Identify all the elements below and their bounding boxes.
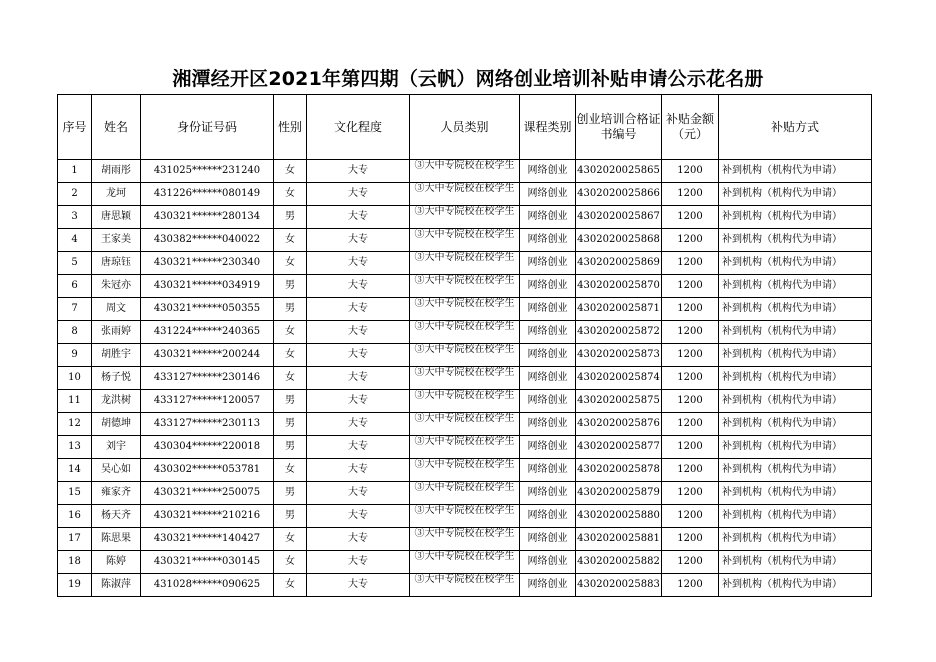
cell-id: 430302******053781 [141,459,274,482]
cell-id: 431226******080149 [141,183,274,206]
cell-gender: 男 [274,505,307,528]
cell-education: 大专 [307,344,410,367]
cell-method: 补到机构（机构代为申请） [719,252,872,275]
cell-cert: 4302020025869 [576,252,662,275]
cell-education: 大专 [307,321,410,344]
cell-name: 胡雨彤 [92,160,141,183]
cell-gender: 女 [274,367,307,390]
cell-education: 大专 [307,229,410,252]
table-row [58,436,872,459]
cell-gender: 男 [274,298,307,321]
cell-id: 430321******230340 [141,252,274,275]
cell-gender: 女 [274,344,307,367]
roster-table [57,94,872,597]
cell-cert: 4302020025865 [576,160,662,183]
table-row [58,160,872,183]
cell-course: 网络创业 [520,275,576,298]
cell-name: 周文 [92,298,141,321]
cell-name: 胡德坤 [92,413,141,436]
document-title: 湘潭经开区2021年第四期（云帆）网络创业培训补贴申请公示花名册 [172,68,764,90]
cell-amount: 1200 [662,160,719,183]
cell-id: 433127******230113 [141,413,274,436]
cell-cert: 4302020025876 [576,413,662,436]
cell-seq: 9 [58,344,92,367]
cell-amount: 1200 [662,459,719,482]
cell-education: 大专 [307,505,410,528]
cell-id: 433127******120057 [141,390,274,413]
cell-gender: 女 [274,551,307,574]
cell-method: 补到机构（机构代为申请） [719,367,872,390]
cell-cert: 4302020025880 [576,505,662,528]
cell-course: 网络创业 [520,183,576,206]
cell-gender: 女 [274,574,307,597]
cell-course: 网络创业 [520,390,576,413]
table-row [58,528,872,551]
cell-seq: 5 [58,252,92,275]
cell-amount: 1200 [662,206,719,229]
cell-amount: 1200 [662,436,719,459]
cell-method: 补到机构（机构代为申请） [719,505,872,528]
cell-name: 陈淑萍 [92,574,141,597]
cell-amount: 1200 [662,390,719,413]
cell-amount: 1200 [662,574,719,597]
cell-name: 唐思颖 [92,206,141,229]
cell-seq: 15 [58,482,92,505]
cell-course: 网络创业 [520,459,576,482]
cell-seq: 16 [58,505,92,528]
cell-education: 大专 [307,298,410,321]
cell-method: 补到机构（机构代为申请） [719,344,872,367]
cell-education: 大专 [307,160,410,183]
cell-course: 网络创业 [520,436,576,459]
cell-amount: 1200 [662,367,719,390]
cell-person-type: ③大中专院校在校学生 [410,183,520,206]
cell-method: 补到机构（机构代为申请） [719,436,872,459]
cell-cert: 4302020025867 [576,206,662,229]
cell-cert: 4302020025877 [576,436,662,459]
cell-id: 430321******050355 [141,298,274,321]
cell-education: 大专 [307,252,410,275]
cell-gender: 男 [274,413,307,436]
cell-course: 网络创业 [520,528,576,551]
cell-name: 唐琼钰 [92,252,141,275]
cell-method: 补到机构（机构代为申请） [719,390,872,413]
cell-cert: 4302020025872 [576,321,662,344]
cell-id: 430321******030145 [141,551,274,574]
cell-method: 补到机构（机构代为申请） [719,160,872,183]
cell-method: 补到机构（机构代为申请） [719,275,872,298]
cell-cert: 4302020025882 [576,551,662,574]
cell-course: 网络创业 [520,505,576,528]
cell-id: 430321******250075 [141,482,274,505]
cell-person-type: ③大中专院校在校学生 [410,436,520,459]
cell-seq: 11 [58,390,92,413]
cell-course: 网络创业 [520,229,576,252]
cell-name: 张雨婷 [92,321,141,344]
cell-course: 网络创业 [520,551,576,574]
cell-id: 430321******140427 [141,528,274,551]
cell-amount: 1200 [662,252,719,275]
cell-person-type: ③大中专院校在校学生 [410,298,520,321]
cell-education: 大专 [307,183,410,206]
cell-amount: 1200 [662,298,719,321]
cell-name: 陈婷 [92,551,141,574]
cell-seq: 3 [58,206,92,229]
cell-gender: 女 [274,321,307,344]
cell-course: 网络创业 [520,574,576,597]
cell-person-type: ③大中专院校在校学生 [410,344,520,367]
cell-person-type: ③大中专院校在校学生 [410,528,520,551]
cell-person-type: ③大中专院校在校学生 [410,229,520,252]
cell-education: 大专 [307,436,410,459]
cell-amount: 1200 [662,229,719,252]
cell-id: 431224******240365 [141,321,274,344]
cell-person-type: ③大中专院校在校学生 [410,459,520,482]
cell-method: 补到机构（机构代为申请） [719,206,872,229]
cell-education: 大专 [307,551,410,574]
cell-amount: 1200 [662,528,719,551]
cell-method: 补到机构（机构代为申请） [719,528,872,551]
cell-seq: 10 [58,367,92,390]
cell-name: 朱冠亦 [92,275,141,298]
cell-id: 431028******090625 [141,574,274,597]
table-row [58,482,872,505]
cell-name: 陈思果 [92,528,141,551]
table-row [58,206,872,229]
cell-education: 大专 [307,482,410,505]
cell-seq: 6 [58,275,92,298]
cell-person-type: ③大中专院校在校学生 [410,574,520,597]
cell-course: 网络创业 [520,252,576,275]
cell-method: 补到机构（机构代为申请） [719,229,872,252]
cell-seq: 14 [58,459,92,482]
cell-person-type: ③大中专院校在校学生 [410,321,520,344]
table-row [58,459,872,482]
cell-cert: 4302020025871 [576,298,662,321]
cell-amount: 1200 [662,344,719,367]
header-amount: 补贴金额（元） [662,95,719,160]
cell-name: 杨天齐 [92,505,141,528]
cell-amount: 1200 [662,183,719,206]
cell-id: 430321******200244 [141,344,274,367]
table-row [58,390,872,413]
table-row [58,298,872,321]
header-course: 课程类别 [520,95,576,160]
cell-course: 网络创业 [520,206,576,229]
cell-education: 大专 [307,459,410,482]
cell-seq: 7 [58,298,92,321]
table-row [58,183,872,206]
table-row [58,252,872,275]
cell-method: 补到机构（机构代为申请） [719,413,872,436]
table-row [58,505,872,528]
header-gender: 性别 [274,95,307,160]
cell-gender: 女 [274,252,307,275]
cell-cert: 4302020025875 [576,390,662,413]
cell-seq: 18 [58,551,92,574]
cell-seq: 17 [58,528,92,551]
cell-gender: 男 [274,390,307,413]
cell-person-type: ③大中专院校在校学生 [410,367,520,390]
cell-gender: 女 [274,459,307,482]
header-cert: 创业培训合格证书编号 [576,95,662,160]
cell-cert: 4302020025874 [576,367,662,390]
cell-cert: 4302020025868 [576,229,662,252]
cell-gender: 女 [274,229,307,252]
cell-person-type: ③大中专院校在校学生 [410,275,520,298]
table-row [58,321,872,344]
header-name: 姓名 [92,95,141,160]
cell-name: 杨子悦 [92,367,141,390]
cell-seq: 2 [58,183,92,206]
cell-education: 大专 [307,367,410,390]
cell-education: 大专 [307,275,410,298]
cell-gender: 女 [274,160,307,183]
cell-amount: 1200 [662,413,719,436]
cell-course: 网络创业 [520,321,576,344]
cell-name: 雍家齐 [92,482,141,505]
cell-seq: 12 [58,413,92,436]
cell-gender: 女 [274,528,307,551]
cell-course: 网络创业 [520,413,576,436]
table-row [58,574,872,597]
cell-method: 补到机构（机构代为申请） [719,459,872,482]
cell-id: 430321******034919 [141,275,274,298]
cell-person-type: ③大中专院校在校学生 [410,482,520,505]
cell-method: 补到机构（机构代为申请） [719,321,872,344]
cell-amount: 1200 [662,321,719,344]
cell-amount: 1200 [662,482,719,505]
cell-seq: 13 [58,436,92,459]
cell-education: 大专 [307,206,410,229]
cell-id: 430382******040022 [141,229,274,252]
cell-amount: 1200 [662,551,719,574]
cell-gender: 男 [274,206,307,229]
cell-education: 大专 [307,574,410,597]
header-education: 文化程度 [307,95,410,160]
table-row [58,413,872,436]
cell-id: 433127******230146 [141,367,274,390]
cell-person-type: ③大中专院校在校学生 [410,390,520,413]
cell-seq: 8 [58,321,92,344]
cell-method: 补到机构（机构代为申请） [719,298,872,321]
cell-person-type: ③大中专院校在校学生 [410,206,520,229]
cell-person-type: ③大中专院校在校学生 [410,160,520,183]
cell-cert: 4302020025881 [576,528,662,551]
cell-name: 吴心如 [92,459,141,482]
cell-course: 网络创业 [520,344,576,367]
cell-course: 网络创业 [520,160,576,183]
cell-amount: 1200 [662,275,719,298]
cell-education: 大专 [307,413,410,436]
header-row [58,95,872,160]
table-row [58,275,872,298]
cell-gender: 男 [274,275,307,298]
cell-person-type: ③大中专院校在校学生 [410,505,520,528]
cell-cert: 4302020025866 [576,183,662,206]
cell-seq: 4 [58,229,92,252]
cell-course: 网络创业 [520,482,576,505]
cell-amount: 1200 [662,505,719,528]
cell-course: 网络创业 [520,367,576,390]
cell-method: 补到机构（机构代为申请） [719,574,872,597]
cell-name: 龙坷 [92,183,141,206]
cell-course: 网络创业 [520,298,576,321]
cell-person-type: ③大中专院校在校学生 [410,252,520,275]
cell-gender: 男 [274,482,307,505]
cell-cert: 4302020025883 [576,574,662,597]
cell-id: 430321******210216 [141,505,274,528]
cell-method: 补到机构（机构代为申请） [719,183,872,206]
cell-cert: 4302020025878 [576,459,662,482]
cell-education: 大专 [307,390,410,413]
cell-seq: 19 [58,574,92,597]
cell-name: 刘宇 [92,436,141,459]
cell-person-type: ③大中专院校在校学生 [410,413,520,436]
cell-gender: 男 [274,436,307,459]
cell-name: 胡胜宇 [92,344,141,367]
header-person-type: 人员类别 [410,95,520,160]
cell-method: 补到机构（机构代为申请） [719,482,872,505]
cell-gender: 女 [274,183,307,206]
cell-name: 龙洪树 [92,390,141,413]
cell-person-type: ③大中专院校在校学生 [410,551,520,574]
table-row [58,229,872,252]
cell-cert: 4302020025870 [576,275,662,298]
cell-method: 补到机构（机构代为申请） [719,551,872,574]
cell-seq: 1 [58,160,92,183]
cell-name: 王家美 [92,229,141,252]
header-id: 身份证号码 [141,95,274,160]
cell-id: 430321******280134 [141,206,274,229]
header-method: 补贴方式 [719,95,872,160]
cell-cert: 4302020025873 [576,344,662,367]
table-row [58,344,872,367]
cell-education: 大专 [307,528,410,551]
cell-cert: 4302020025879 [576,482,662,505]
cell-id: 431025******231240 [141,160,274,183]
header-seq: 序号 [58,95,92,160]
cell-id: 430304******220018 [141,436,274,459]
table-row [58,551,872,574]
table-row [58,367,872,390]
